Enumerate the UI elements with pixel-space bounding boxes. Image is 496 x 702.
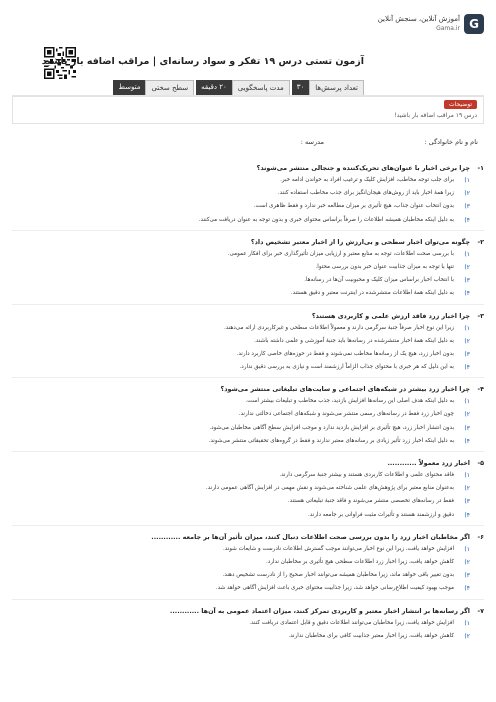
info-difficulty	[113, 80, 194, 96]
answer-option[interactable]	[12, 187, 484, 200]
option-number: ۲)	[464, 632, 470, 640]
option-text: فاقد محتوای علمی و اطلاعات کاربردی هستند و بیشتر جنبهٔ سرگرمی دارند.	[279, 472, 454, 478]
option-number: ۱)	[464, 324, 470, 332]
question-item	[12, 162, 484, 231]
option-number: ۴)	[464, 216, 470, 224]
description-badge: توضیحات	[444, 100, 477, 109]
question-stem	[12, 236, 484, 248]
option-text: بدون تغییر باقی خواهد ماند، زیرا مخاطبان همیشه می‌توانند اخبار صحیح را از نادرست تشخیص دهند.	[222, 572, 454, 579]
answer-option[interactable]	[12, 556, 484, 569]
brand-domain: Gama.ir	[436, 25, 460, 32]
answer-option[interactable]	[12, 214, 484, 227]
option-number: ۲)	[464, 263, 470, 271]
option-text: کاهش خواهد یافت، زیرا اخبار معتبر جذابیت کافی برای مخاطبان ندارند.	[288, 632, 454, 639]
option-text: بدون اخبار زرد، هیچ یک از رسانه‌ها مخاطب نمی‌شوند و فقط در حوزه‌های خاصی کاربرد دارند.	[236, 350, 454, 357]
question-stem	[12, 383, 484, 395]
option-number: ۱)	[464, 250, 470, 258]
info-label: مدت پاسخگویی	[232, 80, 290, 96]
question-number: ۵-	[477, 459, 484, 467]
exam-title: آزمون تستی درس ۱۹ تفکر و سواد رسانه‌ای | مراقب اضافه بار باشید	[41, 56, 364, 67]
question-text: چرا اخبار زرد فاقد ارزش علمی و کاربردی هستند؟	[311, 311, 470, 320]
answer-option[interactable]	[12, 335, 484, 348]
option-text: زیرا همهٔ اخبار باید از روش‌های هیجان‌انگیز برای جذب مخاطب استفاده کنند.	[277, 190, 454, 197]
question-text: اگر مخاطبان اخبار زرد را بدون بررسی صحت اطلاعات دنبال کنند، میزان تأثیر آن‌ها بر جامعه ............	[151, 532, 470, 541]
answer-option[interactable]	[12, 261, 484, 274]
question-divider	[12, 451, 484, 452]
question-item	[12, 605, 484, 643]
answer-option[interactable]	[12, 509, 484, 522]
question-stem	[12, 310, 484, 322]
option-number: ۱)	[464, 619, 470, 627]
answer-option[interactable]	[12, 543, 484, 556]
option-text: فقط در رسانه‌های تخصصی منتشر می‌شوند و فاقد جنبهٔ تبلیغاتی هستند.	[287, 498, 454, 505]
info-value: ۲۰ دقیقه	[196, 80, 232, 96]
question-text: اخبار زرد معمولاً ............	[387, 459, 470, 467]
question-stem	[12, 162, 484, 174]
answer-option[interactable]	[12, 348, 484, 361]
answer-option[interactable]	[12, 200, 484, 213]
option-number: ۳)	[464, 424, 470, 432]
question-stem	[12, 531, 484, 543]
info-label: سطح سختی	[145, 80, 194, 96]
question-stem	[12, 457, 484, 469]
option-text: موجب بهبود کیفیت اطلاع‌رسانی خواهد شد، زیرا جذابیت محتوای خبری باعث افزایش آگاهی خواهد شد.	[215, 585, 454, 592]
option-text: بدون انتشار اخبار زرد، هیچ تأثیری بر افزایش بازدید ندارد و موجب افزایش سطح آگاهی مخاطبان می‌شود.	[209, 424, 454, 431]
description-box	[12, 96, 484, 124]
question-item	[12, 310, 484, 379]
option-number: ۴)	[464, 364, 470, 372]
brand[interactable]	[378, 14, 484, 34]
question-text: اگر رسانه‌ها بر انتشار اخبار معتبر و کاربردی تمرکز کنند، میزان اعتماد عمومی به آن‌ها ............	[169, 606, 470, 615]
option-number: ۴)	[464, 585, 470, 593]
option-number: ۳)	[464, 498, 470, 506]
question-divider	[12, 304, 484, 305]
option-number: ۱)	[464, 545, 470, 553]
option-number: ۳)	[464, 350, 470, 358]
answer-option[interactable]	[12, 569, 484, 582]
question-number: ۳-	[477, 311, 484, 320]
option-number: ۳)	[464, 277, 470, 285]
option-number: ۲)	[464, 411, 470, 419]
option-text: به دلیل اینکه همهٔ اطلاعات منتشرشده در اینترنت معتبر و دقیق هستند.	[290, 290, 454, 297]
option-number: ۲)	[464, 558, 470, 566]
option-text: به این دلیل که هر خبری با محتوای جذاب الزاماً ارزشمند است و نیازی به بررسی دقیق ندارد.	[239, 364, 454, 371]
option-text: برای جلب توجه مخاطب، افزایش کلیک و ترغیب افراد به خواندن ادامه خبر.	[280, 177, 454, 183]
option-number: ۴)	[464, 511, 470, 519]
question-item	[12, 383, 484, 452]
question-stem	[12, 605, 484, 617]
option-text: با انتخاب اخبار براساس میزان کلیک و محبوبیت آن‌ها در رسانه‌ها.	[304, 277, 454, 284]
question-divider	[12, 525, 484, 526]
question-item	[12, 457, 484, 526]
question-divider	[12, 230, 484, 231]
option-number: ۳)	[464, 203, 470, 211]
option-text: به دلیل اینکه مخاطبان همیشه اطلاعات را صرفاً براساس محتوای خبری و بدون توجه به عنوان دریافت می‌کنند.	[198, 216, 454, 223]
student-info-row	[12, 130, 484, 156]
option-number: ۴)	[464, 290, 470, 298]
answer-option[interactable]	[12, 582, 484, 595]
question-item	[12, 531, 484, 600]
option-text: تنها با توجه به میزان جذابیت عنوان خبر بدون بررسی محتوا.	[315, 263, 454, 270]
info-value: متوسط	[113, 80, 145, 96]
option-text: زیرا این نوع اخبار صرفاً جنبهٔ سرگرمی دارند و معمولاً اطلاعات سطحی و غیرکاربردی ارائه می‌دهند.	[223, 324, 454, 331]
option-number: ۴)	[464, 437, 470, 445]
info-duration	[196, 80, 290, 96]
question-number: ۱-	[477, 164, 484, 172]
answer-option[interactable]	[12, 287, 484, 300]
question-list	[12, 162, 484, 643]
option-text: افزایش خواهد یافت، زیرا مخاطبان می‌توانند اطلاعات دقیق و قابل اعتمادی دریافت کنند.	[249, 619, 454, 626]
question-number: ۴-	[477, 385, 484, 394]
question-divider	[12, 377, 484, 378]
answer-option[interactable]	[12, 274, 484, 287]
answer-option[interactable]	[12, 469, 484, 482]
option-text: بدون انتخاب عنوان جذاب، هیچ تأثیری بر میزان مطالعه خبر ندارد و فقط ظاهری است.	[253, 203, 454, 210]
exam-info	[113, 80, 364, 96]
option-number: ۳)	[464, 572, 470, 580]
worksheet-header	[12, 14, 484, 106]
answer-option[interactable]	[12, 422, 484, 435]
option-number: ۲)	[464, 190, 470, 198]
brand-text	[378, 14, 460, 34]
option-text: چون اخبار زرد فقط در رسانه‌های رسمی منتشر می‌شوند و شبکه‌های اجتماعی دخالتی ندارند.	[238, 411, 454, 418]
option-text: به‌عنوان منابع معتبر برای پژوهش‌های علمی شناخته می‌شوند و نقش مهمی در افزایش آگاهی عمومی دارند.	[205, 485, 454, 492]
option-text: دقیق و ارزشمند هستند و تأثیرات مثبت فراوانی بر جامعه دارند.	[307, 511, 454, 518]
description-text: درس ۱۹ مراقب اضافه بار باشید!	[394, 112, 477, 119]
answer-option[interactable]	[12, 361, 484, 374]
brand-name: آموزش آنلاین، سنجش آنلاین	[377, 15, 460, 23]
answer-option[interactable]	[12, 248, 484, 261]
answer-option[interactable]	[12, 322, 484, 335]
answer-option[interactable]	[12, 174, 484, 187]
option-number: ۱)	[464, 398, 470, 406]
answer-option[interactable]	[12, 408, 484, 421]
option-text: به دلیل اینکه اخبار زرد تأثیر زیادی بر رسانه‌های معتبر ندارند و فقط در گروه‌های تحقیقاتی منتشر می‌شوند.	[208, 437, 454, 444]
option-text: به دلیل اینکه هدف اصلی این رسانه‌ها افزایش بازدید، جذب مخاطب و تبلیغات بیشتر است.	[245, 398, 454, 405]
question-number: ۷-	[477, 606, 484, 615]
option-number: ۱)	[464, 472, 470, 479]
answer-option[interactable]	[12, 482, 484, 495]
option-text: افزایش خواهد یافت، زیرا این نوع اخبار می‌توانند موجب گسترش اطلاعات نادرست و شایعات شوند.	[222, 545, 454, 552]
option-number: ۱)	[464, 177, 470, 184]
question-text: چرا برخی اخبار با عنوان‌های تحریک‌کننده و جنجالی منتشر می‌شوند؟	[256, 164, 470, 172]
question-text: چرا اخبار زرد بیشتر در شبکه‌های اجتماعی و سایت‌های تبلیغاتی منتشر می‌شود؟	[220, 385, 470, 394]
option-number: ۲)	[464, 337, 470, 345]
option-text: با بررسی صحت اطلاعات، توجه به منابع معتبر و ارزیابی میزان تأثیرگذاری خبر برای افکار عمومی.	[227, 250, 454, 257]
info-question-count	[292, 80, 364, 96]
answer-option[interactable]	[12, 395, 484, 408]
option-number: ۲)	[464, 485, 470, 493]
student-name-label: نام و نام خانوادگی :	[424, 138, 478, 146]
option-text: به دلیل اینکه همهٔ اخبار منتشرشده در رسانه‌ها باید جنبهٔ آموزشی و علمی داشته باشند.	[254, 337, 454, 344]
school-label: مدرسه :	[300, 138, 324, 146]
question-text: چگونه می‌توان اخبار سطحی و بی‌ارزش را از اخبار معتبر تشخیص داد؟	[250, 237, 470, 246]
answer-option[interactable]	[12, 617, 484, 630]
answer-option[interactable]	[12, 630, 484, 643]
gama-logo-icon: G	[464, 14, 484, 34]
info-label: تعداد پرسش‌ها	[309, 80, 364, 96]
answer-option[interactable]	[12, 495, 484, 508]
option-text: کاهش خواهد یافت، زیرا اخبار زرد اطلاعات سطحی هیچ تأثیری بر مخاطبان ندارد.	[265, 558, 454, 565]
info-value: ۳۰	[292, 80, 310, 96]
question-item	[12, 236, 484, 305]
question-number: ۶-	[477, 532, 484, 541]
question-divider	[12, 599, 484, 600]
answer-option[interactable]	[12, 435, 484, 448]
question-number: ۲-	[477, 237, 484, 246]
